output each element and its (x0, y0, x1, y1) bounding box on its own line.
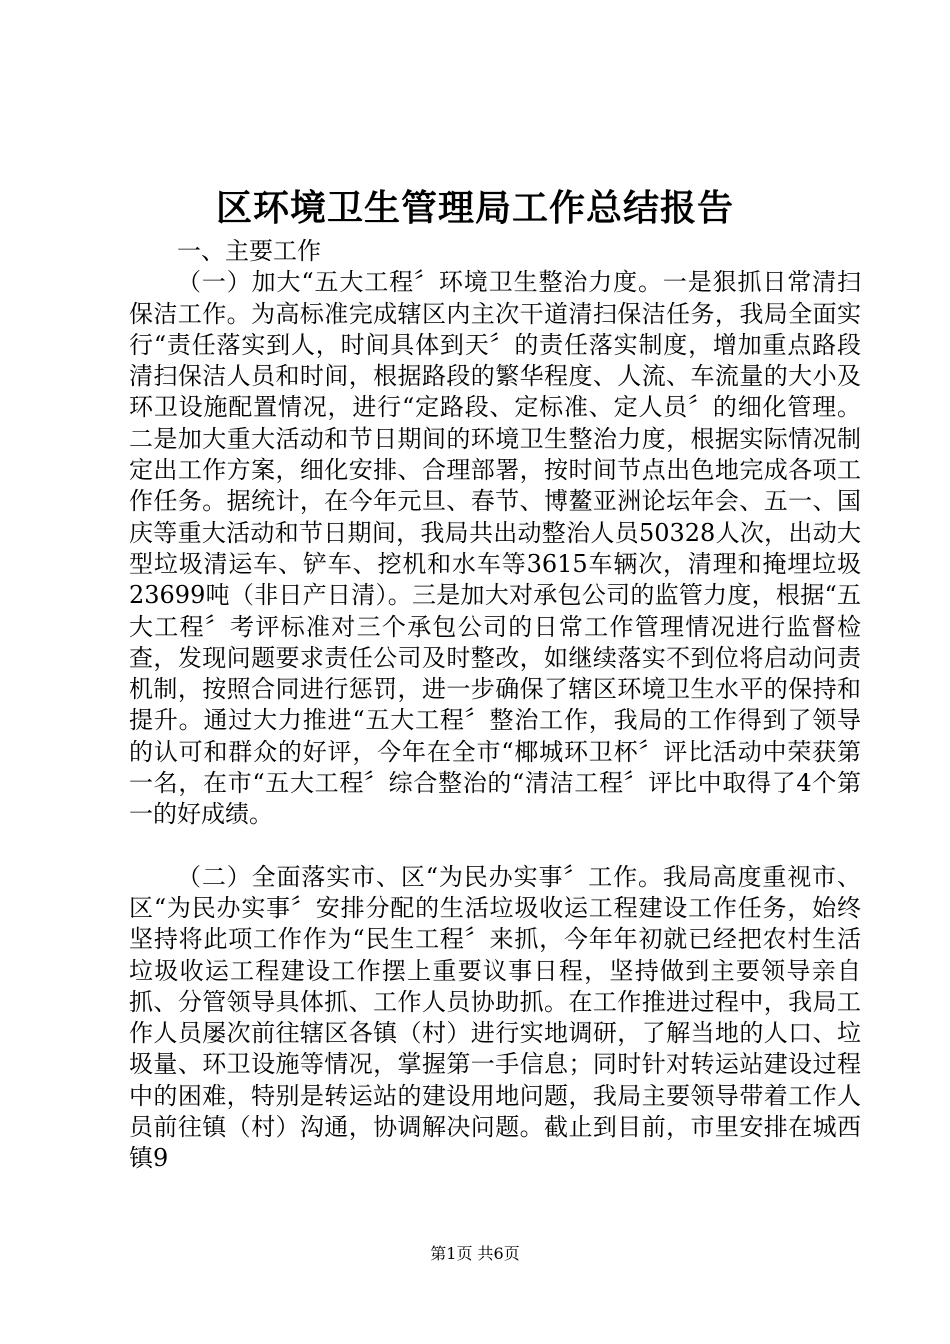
paragraph-1: （一）加大“五大工程〞环境卫生整治力度。一是狠抓日常清扫保洁工作。为高标准完成辖区内主次干道清扫保洁任务，我局全面实行“责任落实到人，时间具体到天〞的责任落实制度，增加重点路段清扫保洁人员和时间，根据路段的繁华程度、人流、车流量的大小及环卫设施配置情况，进行“定路段、定标准、定人员〞的细化管理。二是加大重大活动和节日期间的环境卫生整治力度，根据实际情况制定出工作方案，细化安排、合理部署，按时间节点出色地完成各项工作任务。据统计，在今年元旦、春节、博鳌亚洲论坛年会、五一、国庆等重大活动和节日期间，我局共出动整治人员50328人次，出动大型垃圾清运车、铲车、挖机和水车等3615车辆次，清理和掩埋垃圾23699吨（非日产日清）。三是加大对承包公司的监管力度，根据“五大工程〞考评标准对三个承包公司的日常工作管理情况进行监督检查，发现问题要求责任公司及时整改，如继续落实不到位将启动问责机制，按照合同进行惩罚，进一步确保了辖区环境卫生水平的保持和提升。通过大力推进“五大工程〞整治工作，我局的工作得到了领导的认可和群众的好评，今年在全市“椰城环卫杯〞评比活动中荣获第一名，在市“五大工程〞综合整治的“清洁工程〞评比中取得了4个第一的好成绩。 (129, 268, 861, 829)
document-title: 区环境卫生管理局工作总结报告 (215, 187, 734, 229)
page-footer: 第1页 共6页 (430, 1244, 520, 1263)
paragraph-2: （二）全面落实市、区“为民办实事〞工作。我局高度重视市、区“为民办实事〞安排分配的生活垃圾收运工程建设工作任务，始终坚持将此项工作作为“民生工程〞来抓，今年年初就已经把农村生活垃圾收运工程建设工作摆上重要议事日程，坚持做到主要领导亲自抓、分管领导具体抓、工作人员协助抓。在工作推进过程中，我局工作人员屡次前往辖区各镇（村）进行实地调研，了解当地的人口、垃圾量、环卫设施等情况，掌握第一手信息；同时针对转运站建设过程中的困难，特别是转运站的建设用地问题，我局主要领导带着工作人员前往镇（村）沟通，协调解决问题。截止到目前，市里安排在城西镇9 (129, 862, 861, 1173)
section-heading: 一、主要工作 (177, 237, 321, 265)
document-body (129, 236, 861, 1175)
